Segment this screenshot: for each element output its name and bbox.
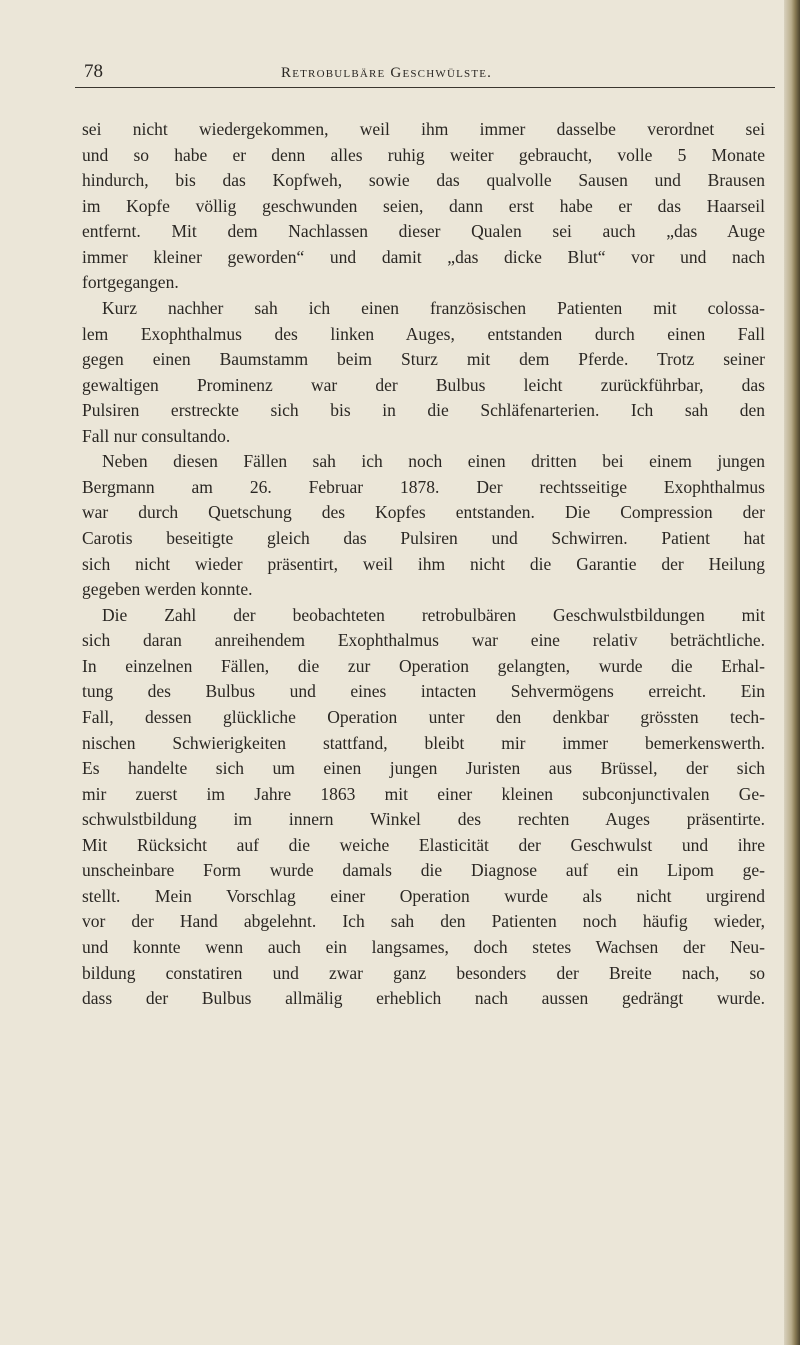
text-line: unscheinbare Form wurde damals die Diagnose auf ein Lipom ge-	[82, 860, 765, 881]
text-line: vor der Hand abgelehnt. Ich sah den Patienten noch häufig wieder,	[82, 911, 765, 932]
page-header	[75, 60, 775, 92]
text-line: Die Zahl der beobachteten retrobulbären Geschwulstbildungen mit	[102, 604, 765, 625]
text-line: Mit Rücksicht auf die weiche Elasticität der Geschwulst und ihre	[82, 834, 765, 855]
text-line: Carotis beseitigte gleich das Pulsiren und Schwirren. Patient hat	[82, 528, 765, 548]
body-text	[82, 117, 765, 1012]
text-line: gegen einen Baumstamm beim Sturz mit dem Pferde. Trotz seiner	[82, 349, 765, 370]
text-line: dass der Bulbus allmälig erheblich nach aussen gedrängt wurde.	[82, 988, 765, 1009]
text-line: bildung constatiren und zwar ganz besonders der Breite nach, so	[82, 962, 765, 983]
text-line: Pulsiren erstreckte sich bis in die Schläfenarterien. Ich sah den	[82, 400, 765, 421]
running-head: Retrobulbäre Geschwülste.	[281, 65, 493, 81]
text-line: Neben diesen Fällen sah ich noch einen dritten bei einem jungen	[102, 451, 765, 472]
text-line: fortgegangen.	[82, 272, 179, 293]
text-line: In einzelnen Fällen, die zur Operation gelangten, wurde die Erhal-	[82, 655, 765, 676]
text-line: Kurz nachher sah ich einen französischen Patienten mit colossa-	[102, 297, 765, 318]
text-line: gegeben werden konnte.	[82, 579, 253, 600]
text-line: nischen Schwierigkeiten stattfand, bleibt mir immer bemerkenswerth.	[82, 732, 765, 753]
text-line: gewaltigen Prominenz war der Bulbus leicht zurückführbar, das	[82, 374, 765, 395]
text-line: und so habe er denn alles ruhig weiter gebraucht, volle 5 Monate	[82, 144, 765, 165]
text-line: hindurch, bis das Kopfweh, sowie das qualvolle Sausen und Brausen	[82, 170, 765, 191]
text-line: im Kopfe völlig geschwunden seien, dann erst habe er das Haarseil	[82, 195, 765, 216]
header-rule	[75, 87, 775, 88]
text-line: tung des Bulbus und eines intacten Sehvermögens erreicht. Ein	[82, 681, 765, 702]
text-line: sei nicht wiedergekommen, weil ihm immer dasselbe verordnet sei	[82, 119, 765, 139]
text-line: war durch Quetschung des Kopfes entstanden. Die Compression der	[82, 502, 765, 523]
text-line: Fall, dessen glückliche Operation unter den denkbar grössten tech-	[82, 706, 765, 727]
text-line: stellt. Mein Vorschlag einer Operation wurde als nicht urgirend	[82, 885, 765, 906]
text-line: sich daran anreihendem Exophthalmus war eine relativ beträchtliche.	[82, 630, 765, 651]
text-line: entfernt. Mit dem Nachlassen dieser Qualen sei auch „das Auge	[82, 221, 765, 242]
text-line: Bergmann am 26. Februar 1878. Der rechtsseitige Exophthalmus	[82, 476, 765, 497]
text-line: lem Exophthalmus des linken Auges, entstanden durch einen Fall	[82, 323, 765, 344]
text-line: mir zuerst im Jahre 1863 mit einer kleinen subconjunctivalen Ge-	[82, 783, 765, 804]
page-number: 78	[84, 61, 103, 82]
text-line: sich nicht wieder präsentirt, weil ihm nicht die Garantie der Heilung	[82, 553, 765, 574]
text-line: immer kleiner geworden“ und damit „das dicke Blut“ vor und nach	[82, 246, 765, 267]
page-edge-shadow	[784, 0, 800, 1345]
text-line: Fall nur consultando.	[82, 425, 231, 446]
text-line: Es handelte sich um einen jungen Juristen aus Brüssel, der sich	[82, 758, 765, 779]
text-line: schwulstbildung im innern Winkel des rechten Auges präsentirte.	[82, 809, 765, 830]
text-line: und konnte wenn auch ein langsames, doch stetes Wachsen der Neu-	[82, 937, 765, 957]
